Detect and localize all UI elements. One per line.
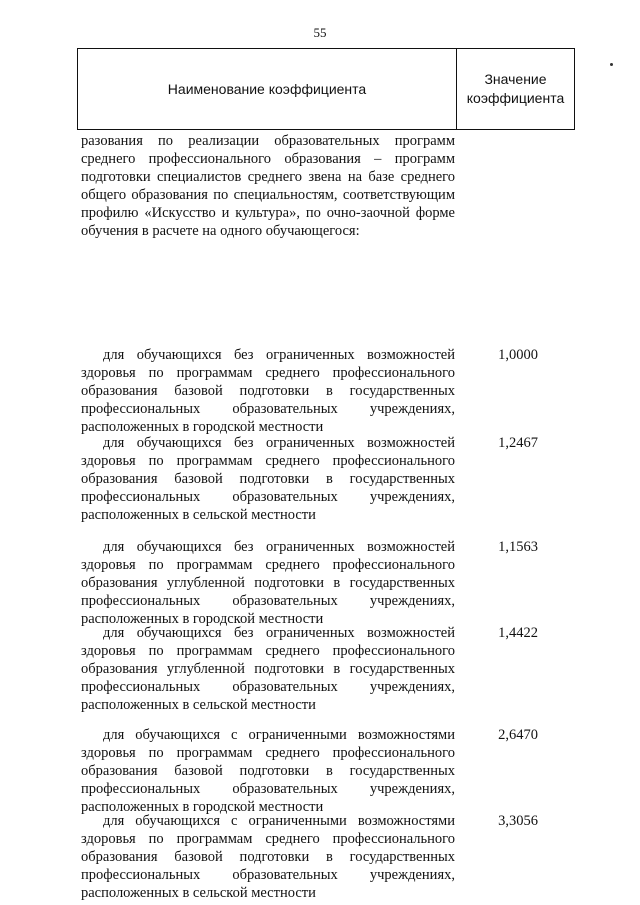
page-number: 55 <box>313 25 327 40</box>
table-row <box>81 434 575 524</box>
row-text: для обучающихся с ограниченными возможностями здоровья по программам среднего профессионального образования базовой подготовки в государственных профессиональных образовательных учреждениях, расположенных в городской местности <box>81 727 455 815</box>
coefficient-table <box>77 48 575 901</box>
row-text: для обучающихся без ограниченных возможностей здоровья по программам среднего профессионального образования углубленной подготовки в государственных профессиональных образовательных учреждениях, расположенных в городской местности <box>81 539 455 627</box>
table-row <box>81 346 575 436</box>
scan-speck <box>610 63 613 66</box>
row-value: 2,6470 <box>498 727 538 743</box>
table-header <box>77 48 575 130</box>
table-row <box>81 726 575 816</box>
row-text: для обучающихся без ограниченных возможностей здоровья по программам среднего профессионального образования базовой подготовки в государственных профессиональных образовательных учреждениях, расположенных в сельской местности <box>81 435 455 523</box>
table-row <box>81 624 575 714</box>
row-text: для обучающихся без ограниченных возможностей здоровья по программам среднего профессионального образования базовой подготовки в государственных профессиональных образовательных учреждениях, расположенных в городской местности <box>81 347 455 435</box>
row-value: 3,3056 <box>498 813 538 829</box>
row-value: 1,4422 <box>498 625 538 641</box>
intro-text: разования по реализации образовательных программ среднего профессионального образования – программ подготовки специалистов среднего звена на базе среднего общего образования по специальностям, соответствующим профилю «Искусство и культура», по очно-заочной форме обучения в расчете на одного обучающегося: <box>81 133 455 239</box>
header-name-column: Наименование коэффициента <box>78 49 457 129</box>
table-row <box>81 538 575 628</box>
row-text: для обучающихся без ограниченных возможностей здоровья по программам среднего профессионального образования углубленной подготовки в государственных профессиональных образовательных учреждениях, расположенных в сельской местности <box>81 625 455 713</box>
row-value: 1,1563 <box>498 539 538 555</box>
table-row <box>81 812 575 902</box>
row-text: для обучающихся с ограниченными возможностями здоровья по программам среднего профессионального образования базовой подготовки в государственных профессиональных образовательных учреждениях, расположенных в сельской местности <box>81 813 455 901</box>
row-value: 1,0000 <box>498 347 538 363</box>
header-value-column: Значение коэффициента <box>466 71 565 106</box>
row-value: 1,2467 <box>498 435 538 451</box>
